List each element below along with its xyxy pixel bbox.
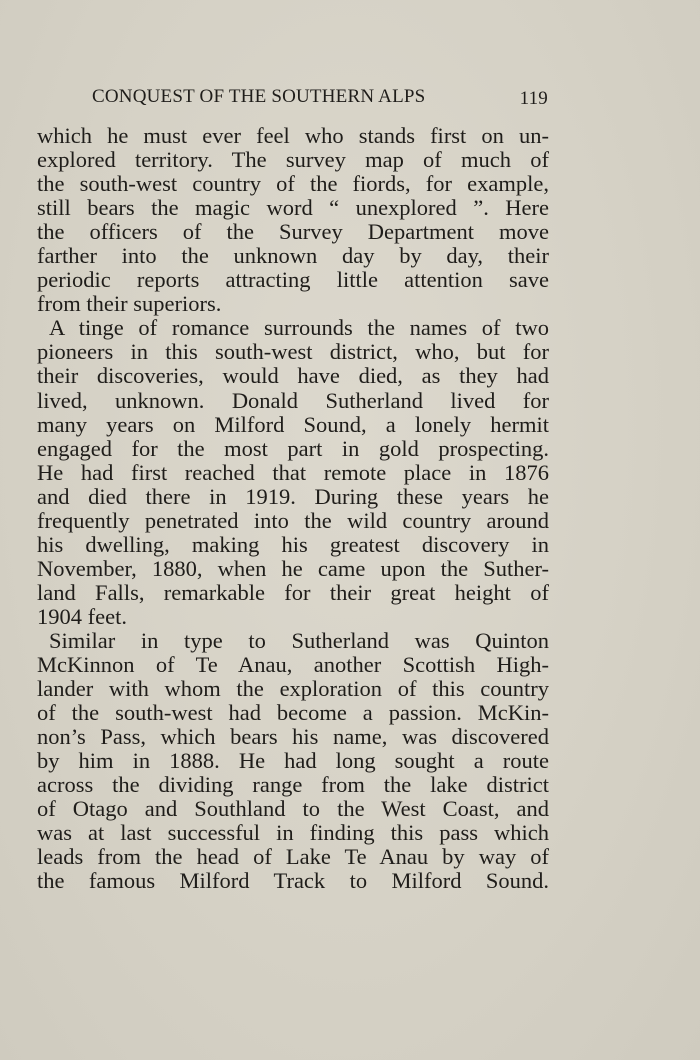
text-line: the officers of the Survey Department move <box>37 219 549 245</box>
text-line: the south-west country of the fiords, for example, <box>37 171 549 197</box>
text-line: his dwelling, making his greatest discovery in <box>37 531 549 557</box>
text-line: and died there in 1919. During these years he <box>37 483 549 509</box>
text-line: was at last successful in finding this pass which <box>37 820 549 846</box>
text-line: pioneers in this south-west district, who, but for <box>37 339 549 365</box>
text-line: many years on Milford Sound, a lonely hermit <box>37 411 549 437</box>
running-title: CONQUEST OF THE SOUTHERN ALPS <box>92 86 426 107</box>
text-line: He had first reached that remote place in 1876 <box>37 459 549 485</box>
text-line: 1904 feet. <box>37 603 127 629</box>
text-line: their discoveries, would have died, as they had <box>37 363 549 389</box>
text-line: non’s Pass, which bears his name, was discovered <box>37 724 549 750</box>
paragraph-2 <box>37 316 549 629</box>
text-line: engaged for the most part in gold prospecting. <box>37 435 549 461</box>
text-line: from their superiors. <box>37 291 222 317</box>
text-line: of the south-west had become a passion. McKin- <box>37 700 549 726</box>
paragraph-3 <box>37 629 549 894</box>
text-line: leads from the head of Lake Te Anau by way of <box>37 844 549 870</box>
text-line: land Falls, remarkable for their great height of <box>37 579 549 605</box>
text-line: November, 1880, when he came upon the Suther- <box>37 555 549 581</box>
text-line: periodic reports attracting little attention save <box>37 267 549 293</box>
text-line: McKinnon of Te Anau, another Scottish High- <box>37 652 549 678</box>
paragraph-1 <box>37 124 549 316</box>
running-header <box>92 86 548 114</box>
text-line: across the dividing range from the lake district <box>37 772 549 798</box>
text-line: still bears the magic word “ unexplored ”. Here <box>37 195 549 221</box>
text-line: the famous Milford Track to Milford Sound. <box>37 868 549 894</box>
text-line: by him in 1888. He had long sought a route <box>37 748 549 774</box>
text-line: frequently penetrated into the wild country around <box>37 507 549 533</box>
text-line: farther into the unknown day by day, their <box>37 243 549 269</box>
text-line: lander with whom the exploration of this country <box>37 676 549 702</box>
text-line: A tinge of romance surrounds the names of two <box>49 315 549 341</box>
page-number: 119 <box>519 88 548 109</box>
body-text <box>37 124 549 894</box>
text-line: of Otago and Southland to the West Coast, and <box>37 796 549 822</box>
text-line: which he must ever feel who stands first on un- <box>37 123 549 148</box>
text-line: explored territory. The survey map of much of <box>37 147 549 173</box>
text-line: Similar in type to Sutherland was Quinton <box>49 627 549 653</box>
text-line: lived, unknown. Donald Sutherland lived for <box>37 387 549 413</box>
